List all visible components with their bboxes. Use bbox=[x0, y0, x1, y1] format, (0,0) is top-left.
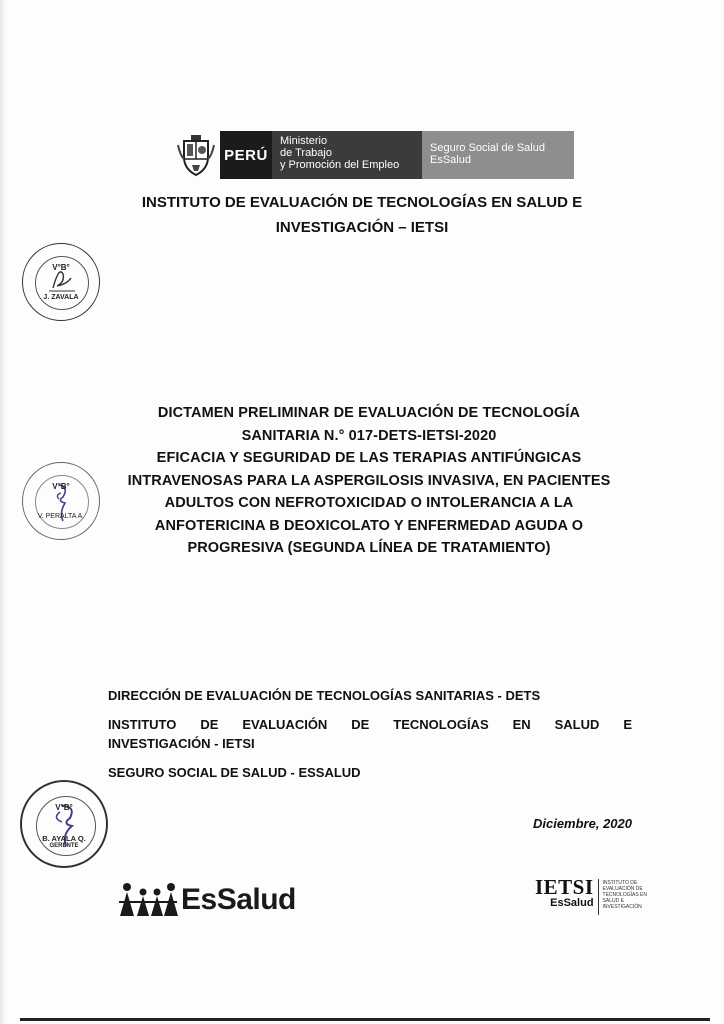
essalud-header-label bbox=[422, 131, 574, 179]
ietsi-essalud-sub: EsSalud bbox=[550, 897, 594, 909]
dets-line: DIRECCIÓN DE EVALUACIÓN DE TECNOLOGÍAS SANITARIAS - DETS bbox=[108, 688, 541, 703]
ietsi-line: INSTITUTO DE EVALUACIÓN DE TECNOLOGÍAS EN SALUD E bbox=[108, 717, 632, 732]
stamp-name: B. AYALA Q. bbox=[42, 834, 86, 843]
institute-title bbox=[60, 190, 664, 240]
ietsi-desc-line: EVALUACIÓN DE bbox=[602, 886, 643, 892]
document-date: Diciembre, 2020 bbox=[532, 816, 632, 831]
dictamen-title bbox=[105, 402, 633, 560]
page-bottom-edge bbox=[20, 1018, 710, 1021]
dictamen-line: INTRAVENOSAS PARA LA ASPERGILOSIS INVASIVA, EN PACIENTES bbox=[127, 472, 611, 489]
ministerio-line: y Promoción del Empleo bbox=[280, 159, 400, 171]
essalud-header-line: Seguro Social de Salud bbox=[430, 142, 545, 154]
ietsi-desc-line: INSTITUTO DE bbox=[602, 880, 638, 886]
ietsi-desc-line: SALUD E bbox=[602, 898, 624, 904]
dictamen-line: ADULTOS CON NEFROTOXICIDAD O INTOLERANCIA A LA bbox=[164, 495, 574, 511]
ietsi-wordmark: IETSI bbox=[535, 875, 594, 899]
essalud-line: SEGURO SOCIAL DE SALUD - ESSALUD bbox=[108, 765, 361, 780]
stamp-vb: V°B° bbox=[52, 482, 70, 491]
stamp-name: J. ZAVALA bbox=[43, 294, 79, 301]
ietsi-footer-logo bbox=[535, 876, 651, 915]
ministerio-line: de Trabajo bbox=[280, 147, 332, 159]
scan-edge bbox=[0, 0, 6, 1024]
signature-icon bbox=[22, 782, 110, 870]
ministerio-label bbox=[272, 131, 422, 179]
dictamen-line: ANFOTERICINA B DEOXICOLATO Y ENFERMEDAD AGUDA O bbox=[154, 517, 584, 534]
approval-stamp bbox=[22, 243, 100, 321]
approval-stamp bbox=[22, 462, 100, 540]
ietsi-desc-line: INVESTIGACIÓN bbox=[602, 904, 642, 910]
essalud-footer-logo bbox=[117, 880, 296, 920]
dictamen-line: EFICACIA Y SEGURIDAD DE LAS TERAPIAS ANTIFÚNGICAS bbox=[156, 450, 582, 466]
dictamen-line: DICTAMEN PRELIMINAR DE EVALUACIÓN DE TECNOLOGÍA bbox=[157, 405, 581, 421]
ietsi-description bbox=[603, 880, 651, 910]
signature-icon bbox=[23, 463, 101, 541]
essalud-wordmark: EsSalud bbox=[181, 883, 296, 916]
dictamen-line: SANITARIA N.° 017-DETS-IETSI-2020 bbox=[241, 427, 497, 444]
ietsi-separator bbox=[598, 879, 599, 915]
essalud-header-line: EsSalud bbox=[430, 154, 471, 166]
stamp-name: V. PERALTA A. bbox=[37, 513, 85, 520]
institute-title-line: INVESTIGACIÓN – IETSI bbox=[275, 219, 449, 236]
stamp-vb: V°B° bbox=[55, 803, 73, 812]
stamp-role: GERENTE bbox=[49, 843, 79, 849]
ministerio-line: Ministerio bbox=[280, 135, 328, 147]
dictamen-line: PROGRESIVA (SEGUNDA LÍNEA DE TRATAMIENTO) bbox=[187, 540, 551, 556]
ietsi-line-cont: INVESTIGACIÓN - IETSI bbox=[108, 736, 255, 751]
peru-label: PERÚ bbox=[220, 131, 272, 179]
family-icon bbox=[117, 882, 179, 918]
stamp-vb: V°B° bbox=[52, 263, 70, 272]
approval-stamp bbox=[20, 780, 108, 868]
signature-icon bbox=[23, 244, 101, 322]
institute-title-line: INSTITUTO DE EVALUACIÓN DE TECNOLOGÍAS EN SALUD E bbox=[141, 194, 583, 211]
coat-of-arms-icon bbox=[172, 131, 220, 179]
government-header-logo bbox=[172, 131, 574, 179]
ietsi-desc-line: TECNOLOGÍAS EN bbox=[602, 892, 647, 898]
